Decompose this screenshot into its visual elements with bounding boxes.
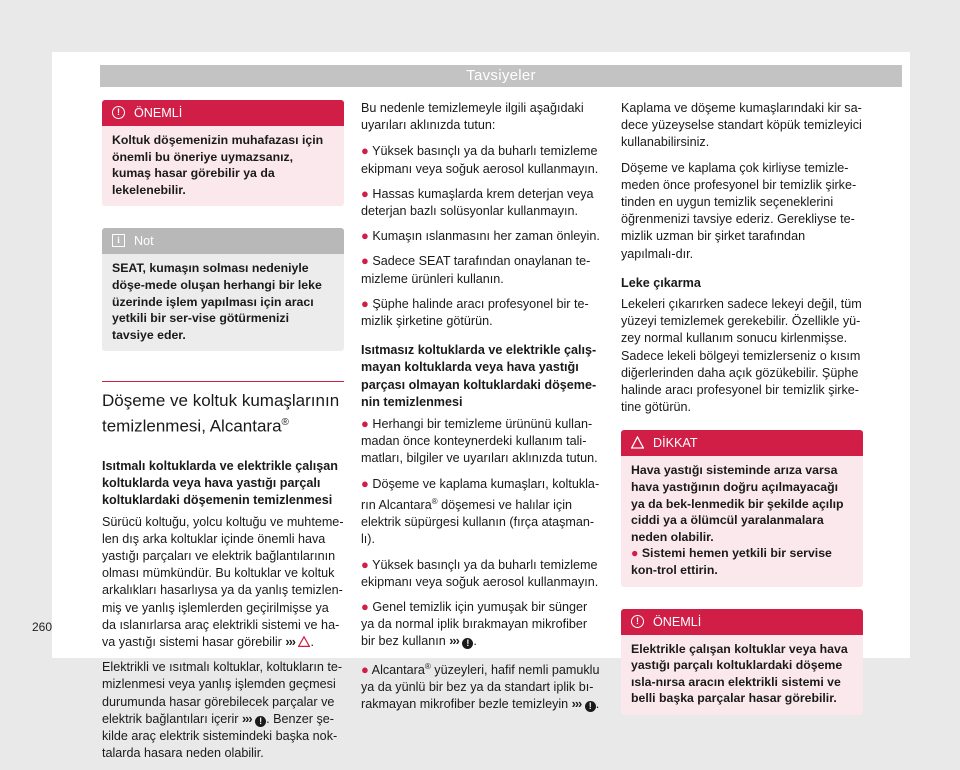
bullet-icon: ●	[361, 661, 369, 677]
list-item: ● Yüksek basınçlı ya da buharlı temizleme ekipmanı veya soğuk aerosol kullanmayın.	[361, 556, 599, 589]
notice-title: ÖNEMLİ	[134, 106, 183, 120]
note-title: Not	[134, 234, 154, 249]
warning-icon[interactable]	[298, 636, 310, 647]
notice-box	[621, 609, 863, 715]
bullet-icon: ●	[361, 416, 369, 432]
bullet-icon: ●	[631, 546, 639, 561]
list-item: ● Kumaşın ıslanmasını her zaman önleyin.	[361, 228, 600, 244]
column-2	[361, 100, 603, 720]
page-header: Tavsiyeler	[100, 65, 902, 87]
bullet-icon: ●	[361, 228, 369, 244]
warning-title: DİKKAT	[653, 436, 698, 451]
note-icon: i	[112, 234, 125, 247]
notice-text: Koltuk döşemenizin muhafazası için önemli bu öneriye uymazsanız, kumaş hasar görebilir ya da lekelenebilir.	[102, 126, 344, 206]
page-number: 260	[32, 620, 53, 634]
important-icon[interactable]: !	[255, 716, 266, 727]
reference-arrow[interactable]: ›››	[285, 635, 295, 650]
list-item: ● Hassas kumaşlarda krem deterjan veya deterjan bazlı solüsyonlar kullanmayın.	[361, 185, 594, 219]
warning-box	[621, 430, 863, 586]
list-item: ● Alcantara® yüzeyleri, hafif nemli pamuklu ya da yünlü bir bez ya da standart iplik bı-rakmayan mikrofiber bezle temizleyin ››› ! .	[361, 661, 600, 712]
note-box	[102, 228, 344, 351]
info-circle-icon: !	[112, 106, 125, 119]
list-item: ● Genel temizlik için yumuşak bir sünger ya da normal iplik bırakmayan mikrofiber bir bez kullanın ››› ! .	[361, 599, 588, 649]
list-item: ● Yüksek basınçlı ya da buharlı temizleme ekipmanı veya soğuk aerosol kullanmayın.	[361, 143, 599, 176]
subheading: Isıtmasız koltuklarda ve elektrikle çalış-mayan koltuklarda veya hava yastığı parçası olmayan koltuklardaki döşeme-nin temizlenmesi	[361, 343, 597, 409]
reference-arrow[interactable]: ›››	[241, 711, 252, 726]
reference-arrow[interactable]: ›››	[449, 634, 459, 649]
notice-text: Elektrikle çalışan koltuklar veya hava yastığı parçalı koltuklardaki döşeme ısla-nırsa aracın elektrikli sistemi ve belli başka parçalar hasar görebilir.	[621, 635, 863, 715]
paragraph: Elektrikli ve ısıtmalı koltuklar, koltukların te-mizlenmesi veya yanlış işlemden geçmesi durumunda hasar görebilecek parçalar ve elektrik bağlantıları içerir ››› ! . Benzer şe-kilde araç elektrik sistemindeki başka nok-talarda hasara neden olabilir.	[102, 660, 343, 761]
paragraph: Lekeleri çıkarırken sadece lekeyi değil, tüm yüzeyi temizlemek gerekebilir. Özellikle yü-zey normal kullanım sonucu kirlenmişse. Sadece lekeli bölgeyi temizlerseniz o kısım diğerlerinden daha açık gözükebilir. Şüphe halinde aracı profesyonel bir temizlik şirke-tine götürün.	[621, 297, 862, 415]
section-title: Döşeme ve koltuk kumaşlarının temizlenmesi, Alcantara®	[102, 381, 344, 438]
intro-text: Bu nedenle temizlemeyle ilgili aşağıdaki uyarıları aklınızda tutun:	[361, 101, 584, 133]
column-3	[621, 100, 863, 729]
note-text: SEAT, kumaşın solması nedeniyle döşe-mede oluşan herhangi bir leke üzerinde işlem yapılması için aracı yetkili bir ser-vise götürmenizi tavsiye eder.	[102, 254, 344, 351]
bullet-icon: ●	[361, 295, 369, 311]
bullet-icon: ●	[361, 185, 369, 201]
notice-title: ÖNEMLİ	[653, 614, 702, 629]
paragraph: Döşeme ve kaplama çok kirliyse temizle-meden önce profesyonel bir temizlik şirke-tinden en uygun temizlik seçeneklerini öğrenmenizi tavsiye ederiz. Gerekliyse te-mizlik uzman bir şirket tarafından yapılmalı-dır.	[621, 160, 857, 261]
important-icon[interactable]: !	[462, 638, 473, 649]
reference-arrow[interactable]: ›››	[571, 697, 582, 712]
list-item: ● Sadece SEAT tarafından onaylanan te-mizleme ürünleri kullanın.	[361, 253, 591, 286]
bullet-icon: ●	[361, 253, 369, 269]
bullet-icon: ●	[361, 475, 369, 491]
warning-bullet: ● Sistemi hemen yetkili bir servise kon-trol ettirin.	[631, 546, 832, 578]
notice-box	[102, 100, 344, 206]
paragraph: Kaplama ve döşeme kumaşlarındaki kir sa-dece yüzeyselse standart köpük temizleyici kullanabilirsiniz.	[621, 101, 862, 150]
subheading: Isıtmalı koltuklarda ve elektrikle çalışan koltuklarda veya hava yastığı parçalı koltuklardaki döşemenin temizlenmesi	[102, 459, 338, 508]
important-icon[interactable]: !	[585, 701, 596, 712]
bullet-icon: ●	[361, 143, 369, 159]
warning-triangle-icon	[631, 436, 644, 449]
paragraph: Sürücü koltuğu, yolcu koltuğu ve muhteme-len dış arka koltuklar içinde önemli hava yastığı parçaları ve elektrik bağlantılarının olması mümkündür. Bu koltuklar ve koltuk arkalıkları hasarlıysa ya da yanlış temizlen-miş ve yanlış işlemlerden geçirilmişse ya da ıslanırlarsa araç elektrikli sistemi ve ha-va yastığı sistemi hasar görebilir ››› .	[102, 514, 344, 650]
page	[52, 52, 910, 761]
info-circle-icon: !	[631, 615, 644, 628]
list-item: ● Döşeme ve kaplama kumaşları, koltukla-rın Alcantara® döşemesi ve halılar için elektrik süpürgesi kullanın (fırça ataşman-lı).	[361, 475, 600, 547]
column-1	[102, 100, 344, 770]
warning-text: Hava yastığı sisteminde arıza varsa hava yastığının doğru açılmayacağı ya da bek-lenmedik bir şekilde açılıp ciddi ya a ölümcül yaralanmalara neden olabilir.	[631, 463, 844, 544]
bullet-icon: ●	[361, 599, 369, 615]
list-item: ● Şüphe halinde aracı profesyonel bir te-mizlik şirketine götürün.	[361, 295, 589, 329]
subheading: Leke çıkarma	[621, 275, 701, 290]
list-item: ● Herhangi bir temizleme ürününü kullan-madan önce konteynerdeki kullanım tali-matları, bilgiler ve uyarıları aklınızda tutun.	[361, 416, 598, 466]
bullet-icon: ●	[361, 556, 369, 572]
